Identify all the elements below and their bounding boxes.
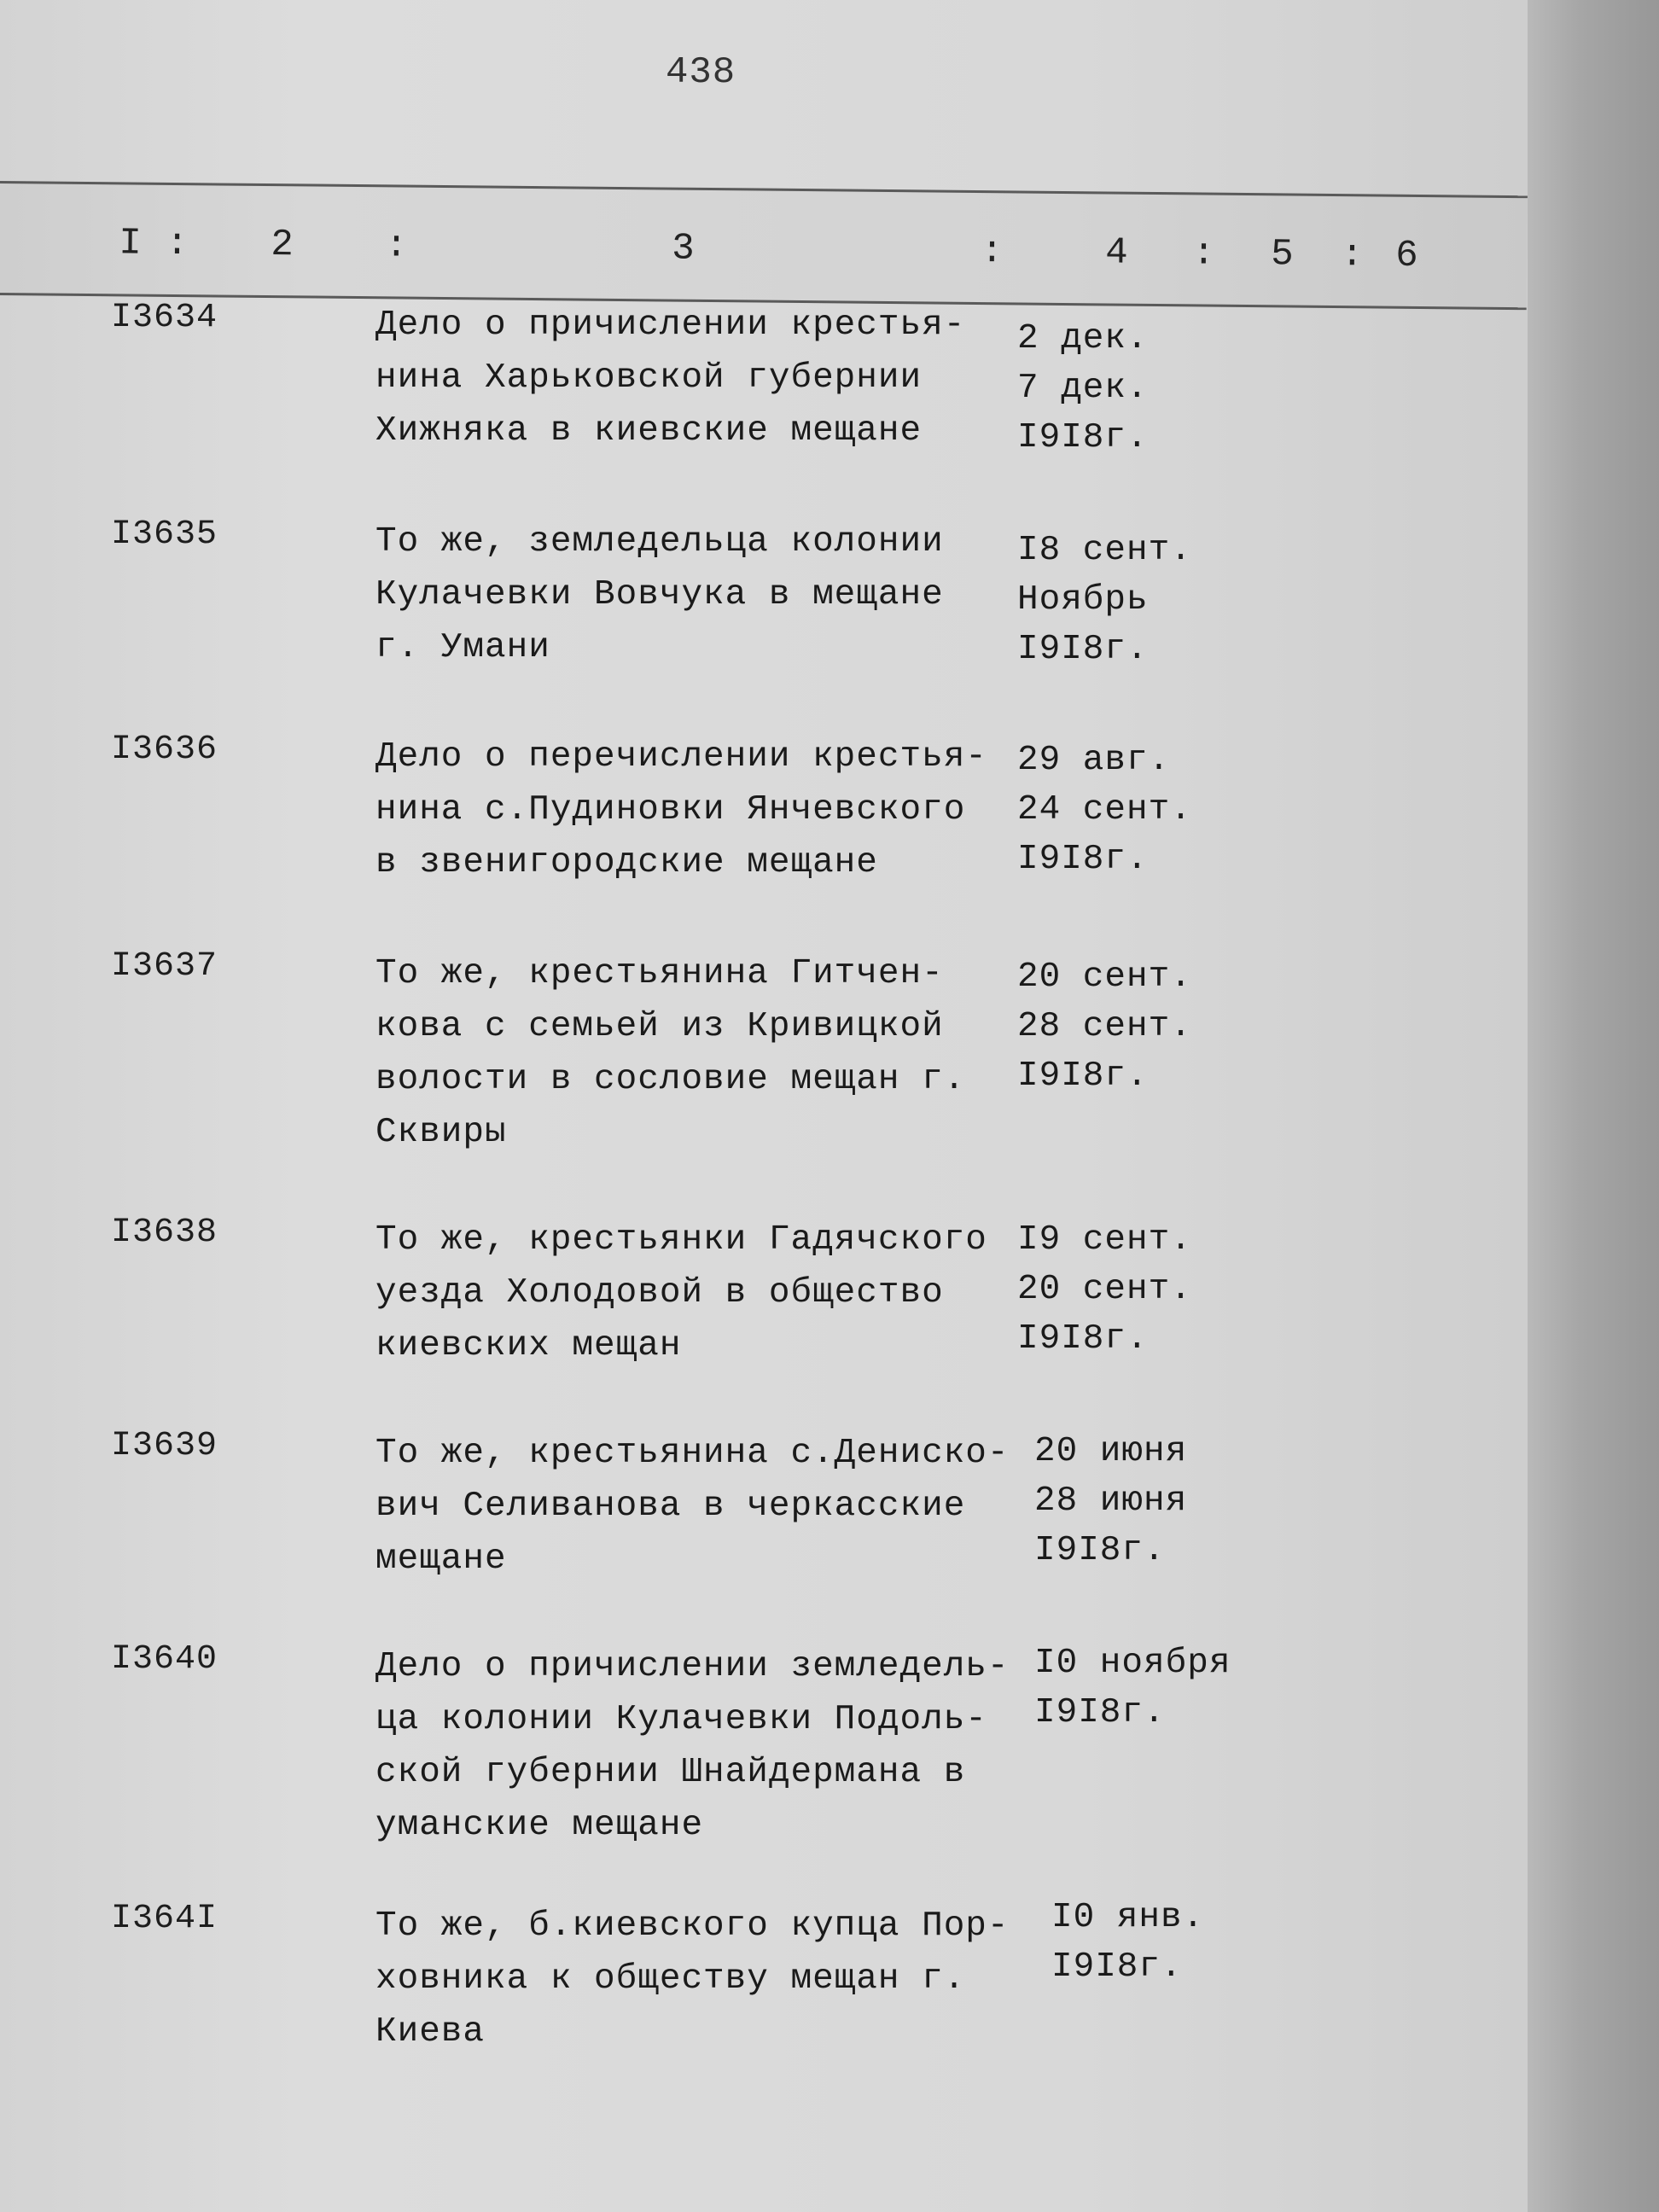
column-header-6: 6 [1394, 234, 1418, 277]
description-line: в звенигородские мещане [375, 843, 878, 882]
description-line: г. Умани [375, 628, 550, 667]
entry-description [375, 1427, 1024, 1586]
description-line: ской губернии Шнайдермана в [375, 1753, 966, 1792]
date-line: 7 дек. [1017, 369, 1149, 408]
date-line: I9I8г. [1017, 1319, 1149, 1359]
date-line: I8 сент. [1017, 531, 1192, 570]
date-line: 20 сент. [1017, 958, 1192, 997]
column-separator: : [981, 230, 1004, 274]
entry-dates [1034, 1639, 1290, 1738]
description-line: вич Селиванова в черкасские [375, 1487, 966, 1526]
description-line: уманские мещане [375, 1806, 704, 1845]
column-separator: : [1192, 232, 1215, 276]
entry-description [375, 1640, 1024, 1852]
column-header-4: 4 [1105, 231, 1128, 275]
entry-number: I3640 [111, 1640, 218, 1679]
description-line: То же, крестьянина Гитчен- [375, 954, 944, 993]
entry-description [375, 731, 1024, 889]
column-header [0, 181, 1528, 310]
entry-dates [1051, 1893, 1307, 1992]
page-number: 438 [666, 51, 736, 94]
description-line: нина Харьковской губернии [375, 358, 923, 398]
description-line: Дело о причислении крестья- [375, 306, 966, 345]
date-line: 28 сент. [1017, 1007, 1192, 1046]
description-line: Дело о причислении земледель- [375, 1647, 1010, 1686]
entry-dates [1017, 952, 1273, 1101]
entry-dates [1034, 1427, 1290, 1575]
date-line: I9I8г. [1051, 1947, 1183, 1987]
date-line: Ноябрь [1017, 580, 1149, 620]
description-line: Киева [375, 2012, 486, 2052]
description-line: ца колонии Кулачевки Подоль- [375, 1700, 987, 1739]
entry-number: I3638 [111, 1214, 218, 1252]
description-line: уезда Холодовой в общество [375, 1273, 944, 1313]
entry-number: I3634 [111, 299, 218, 337]
description-line: То же, земледельца колонии [375, 522, 944, 562]
column-header-5: 5 [1271, 233, 1294, 276]
description-line: То же, б.киевского купца Пор- [375, 1906, 1010, 1946]
description-line: Кулачевки Вовчука в мещане [375, 575, 944, 614]
description-line: ховника к обществу мещан г. [375, 1959, 966, 1999]
date-line: 2 дек. [1017, 319, 1149, 358]
date-line: 24 сент. [1017, 790, 1192, 830]
entry-dates [1017, 526, 1273, 674]
date-line: I9I8г. [1017, 418, 1149, 457]
date-line: 20 июня [1034, 1432, 1188, 1471]
description-line: нина с.Пудиновки Янчевского [375, 790, 966, 830]
column-header-1: I [119, 222, 142, 265]
description-line: мещане [375, 1540, 507, 1579]
date-line: I9 сент. [1017, 1220, 1192, 1260]
date-line: 20 сент. [1017, 1270, 1192, 1309]
entry-description [375, 299, 1024, 457]
date-line: I9I8г. [1034, 1531, 1166, 1570]
entry-description [375, 515, 1024, 674]
date-line: I0 ноября [1034, 1644, 1231, 1683]
entry-number: I3637 [111, 947, 218, 986]
date-line: I9I8г. [1017, 1057, 1149, 1096]
column-header-2: 2 [271, 224, 294, 267]
entry-dates [1017, 1215, 1273, 1364]
entry-description [375, 947, 1024, 1159]
date-line: I9I8г. [1017, 840, 1149, 879]
description-line: кова с семьей из Кривицкой [375, 1007, 944, 1046]
column-separator: : [1340, 234, 1364, 277]
column-header-3: 3 [672, 227, 695, 271]
entry-description [375, 1214, 1024, 1372]
column-separator: : [166, 222, 189, 266]
date-line: I9I8г. [1034, 1693, 1166, 1732]
date-line: 28 июня [1034, 1481, 1188, 1521]
description-line: волости в сословие мещан г. [375, 1060, 966, 1099]
entry-dates [1017, 314, 1273, 463]
entry-description [375, 1900, 1024, 2058]
description-line: Сквиры [375, 1113, 507, 1152]
entry-number: I3635 [111, 515, 218, 554]
description-line: То же, крестьянина с.Дениско- [375, 1434, 1010, 1473]
date-line: 29 авг. [1017, 741, 1171, 780]
date-line: I9I8г. [1017, 630, 1149, 669]
page-edge-shadow [1528, 0, 1659, 2212]
entry-number: I3639 [111, 1427, 218, 1465]
entry-dates [1017, 736, 1273, 884]
date-line: I0 янв. [1051, 1898, 1205, 1937]
entry-number: I364I [111, 1900, 218, 1938]
description-line: Хижняка в киевские мещане [375, 411, 923, 451]
column-separator: : [385, 224, 408, 268]
entry-number: I3636 [111, 731, 218, 769]
description-line: киевских мещан [375, 1326, 682, 1365]
description-line: Дело о перечислении крестья- [375, 737, 987, 777]
description-line: То же, крестьянки Гадячского [375, 1220, 987, 1260]
